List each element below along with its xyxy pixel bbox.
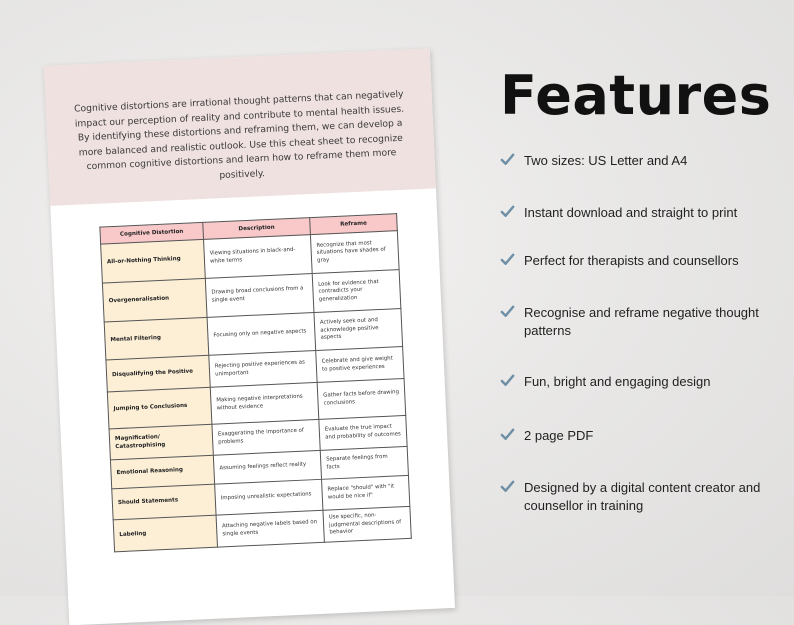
feature-item — [500, 427, 780, 445]
distortion-description: Rejecting positive experiences as unimportant — [209, 350, 317, 387]
column-header: Reframe — [310, 214, 398, 235]
feature-text: Designed by a digital content creator and counsellor in training — [524, 480, 761, 513]
distortion-description: Exaggerating the importance of problems — [212, 419, 320, 455]
distortion-reframe: Replace "should" with "it would be nice if" — [322, 475, 410, 510]
check-icon — [500, 427, 515, 442]
distortion-reframe: Celebrate and give weight to positive experiences — [316, 347, 404, 383]
distortion-name: Mental Filtering — [104, 317, 209, 360]
distortion-name: Labeling — [113, 515, 217, 552]
distortion-reframe: Gather facts before drawing conclusions — [317, 378, 406, 419]
check-icon — [500, 304, 515, 319]
check-icon — [500, 373, 515, 388]
cheat-sheet-page — [44, 48, 455, 625]
feature-text: Fun, bright and engaging design — [524, 374, 711, 389]
feature-text: Instant download and straight to print — [524, 205, 738, 220]
feature-item — [500, 204, 780, 222]
features-title: Features — [500, 64, 772, 127]
distortion-description: Imposing unrealistic expectations — [215, 479, 323, 515]
distortion-name: Disqualifying the Positive — [106, 355, 210, 392]
feature-item — [500, 252, 780, 270]
distortion-reframe: Use specific, non-judgmental descriptions of behavior — [323, 506, 411, 542]
distortion-name: Should Statements — [112, 484, 216, 520]
distortion-description: Viewing situations in black-and-white terms — [204, 235, 313, 279]
distortion-reframe: Look for evidence that contradicts your generalization — [312, 270, 401, 313]
distortion-reframe: Evaluate the true impact and probability of outcomes — [319, 415, 407, 450]
intro-text: Cognitive distortions are irrational thought patterns that can negatively impact our perception of reality and contribute to mental health issues. By identifying these distortions and reframing them, we can develop a more balanced and realistic outlook. Use this cheat sheet to recognize common cognitive distortions and learn how to reframe them more positively. — [44, 48, 436, 205]
check-icon — [500, 204, 515, 219]
distortion-name: Jumping to Conclusions — [107, 387, 212, 429]
check-icon — [500, 152, 515, 167]
feature-text: Perfect for therapists and counsellors — [524, 253, 739, 268]
check-icon — [500, 479, 515, 494]
distortion-reframe: Actively seek out and acknowledge positive aspects — [314, 309, 403, 351]
distortion-name: Magnification/ Catastrophising — [109, 424, 213, 460]
feature-text: 2 page PDF — [524, 428, 594, 443]
distortion-description: Attaching negative labels based on single events — [216, 510, 324, 547]
feature-item — [500, 152, 780, 170]
feature-text: Two sizes: US Letter and A4 — [524, 153, 688, 168]
distortion-description: Drawing broad conclusions from a single event — [205, 274, 314, 318]
distortion-name: Emotional Reasoning — [110, 455, 214, 489]
distortion-reframe: Recognize that most situations have shades of gray — [310, 231, 399, 274]
distortion-description: Making negative interpretations without evidence — [210, 382, 319, 424]
feature-text: Recognise and reframe negative thought patterns — [524, 305, 759, 338]
check-icon — [500, 252, 515, 267]
distortion-description: Assuming feelings reflect reality — [213, 450, 321, 484]
feature-item — [500, 373, 780, 391]
distortion-name: Overgeneralisation — [102, 278, 207, 322]
distortion-description: Focusing only on negative aspects — [207, 313, 316, 356]
column-header: Cognitive Distortion — [100, 222, 204, 244]
feature-item — [500, 479, 780, 515]
distortions-table — [99, 213, 411, 552]
distortion-reframe: Separate feelings from facts — [320, 446, 408, 479]
feature-item — [500, 304, 780, 340]
distortion-name: All-or-Nothing Thinking — [101, 239, 206, 283]
column-header: Description — [203, 218, 311, 240]
